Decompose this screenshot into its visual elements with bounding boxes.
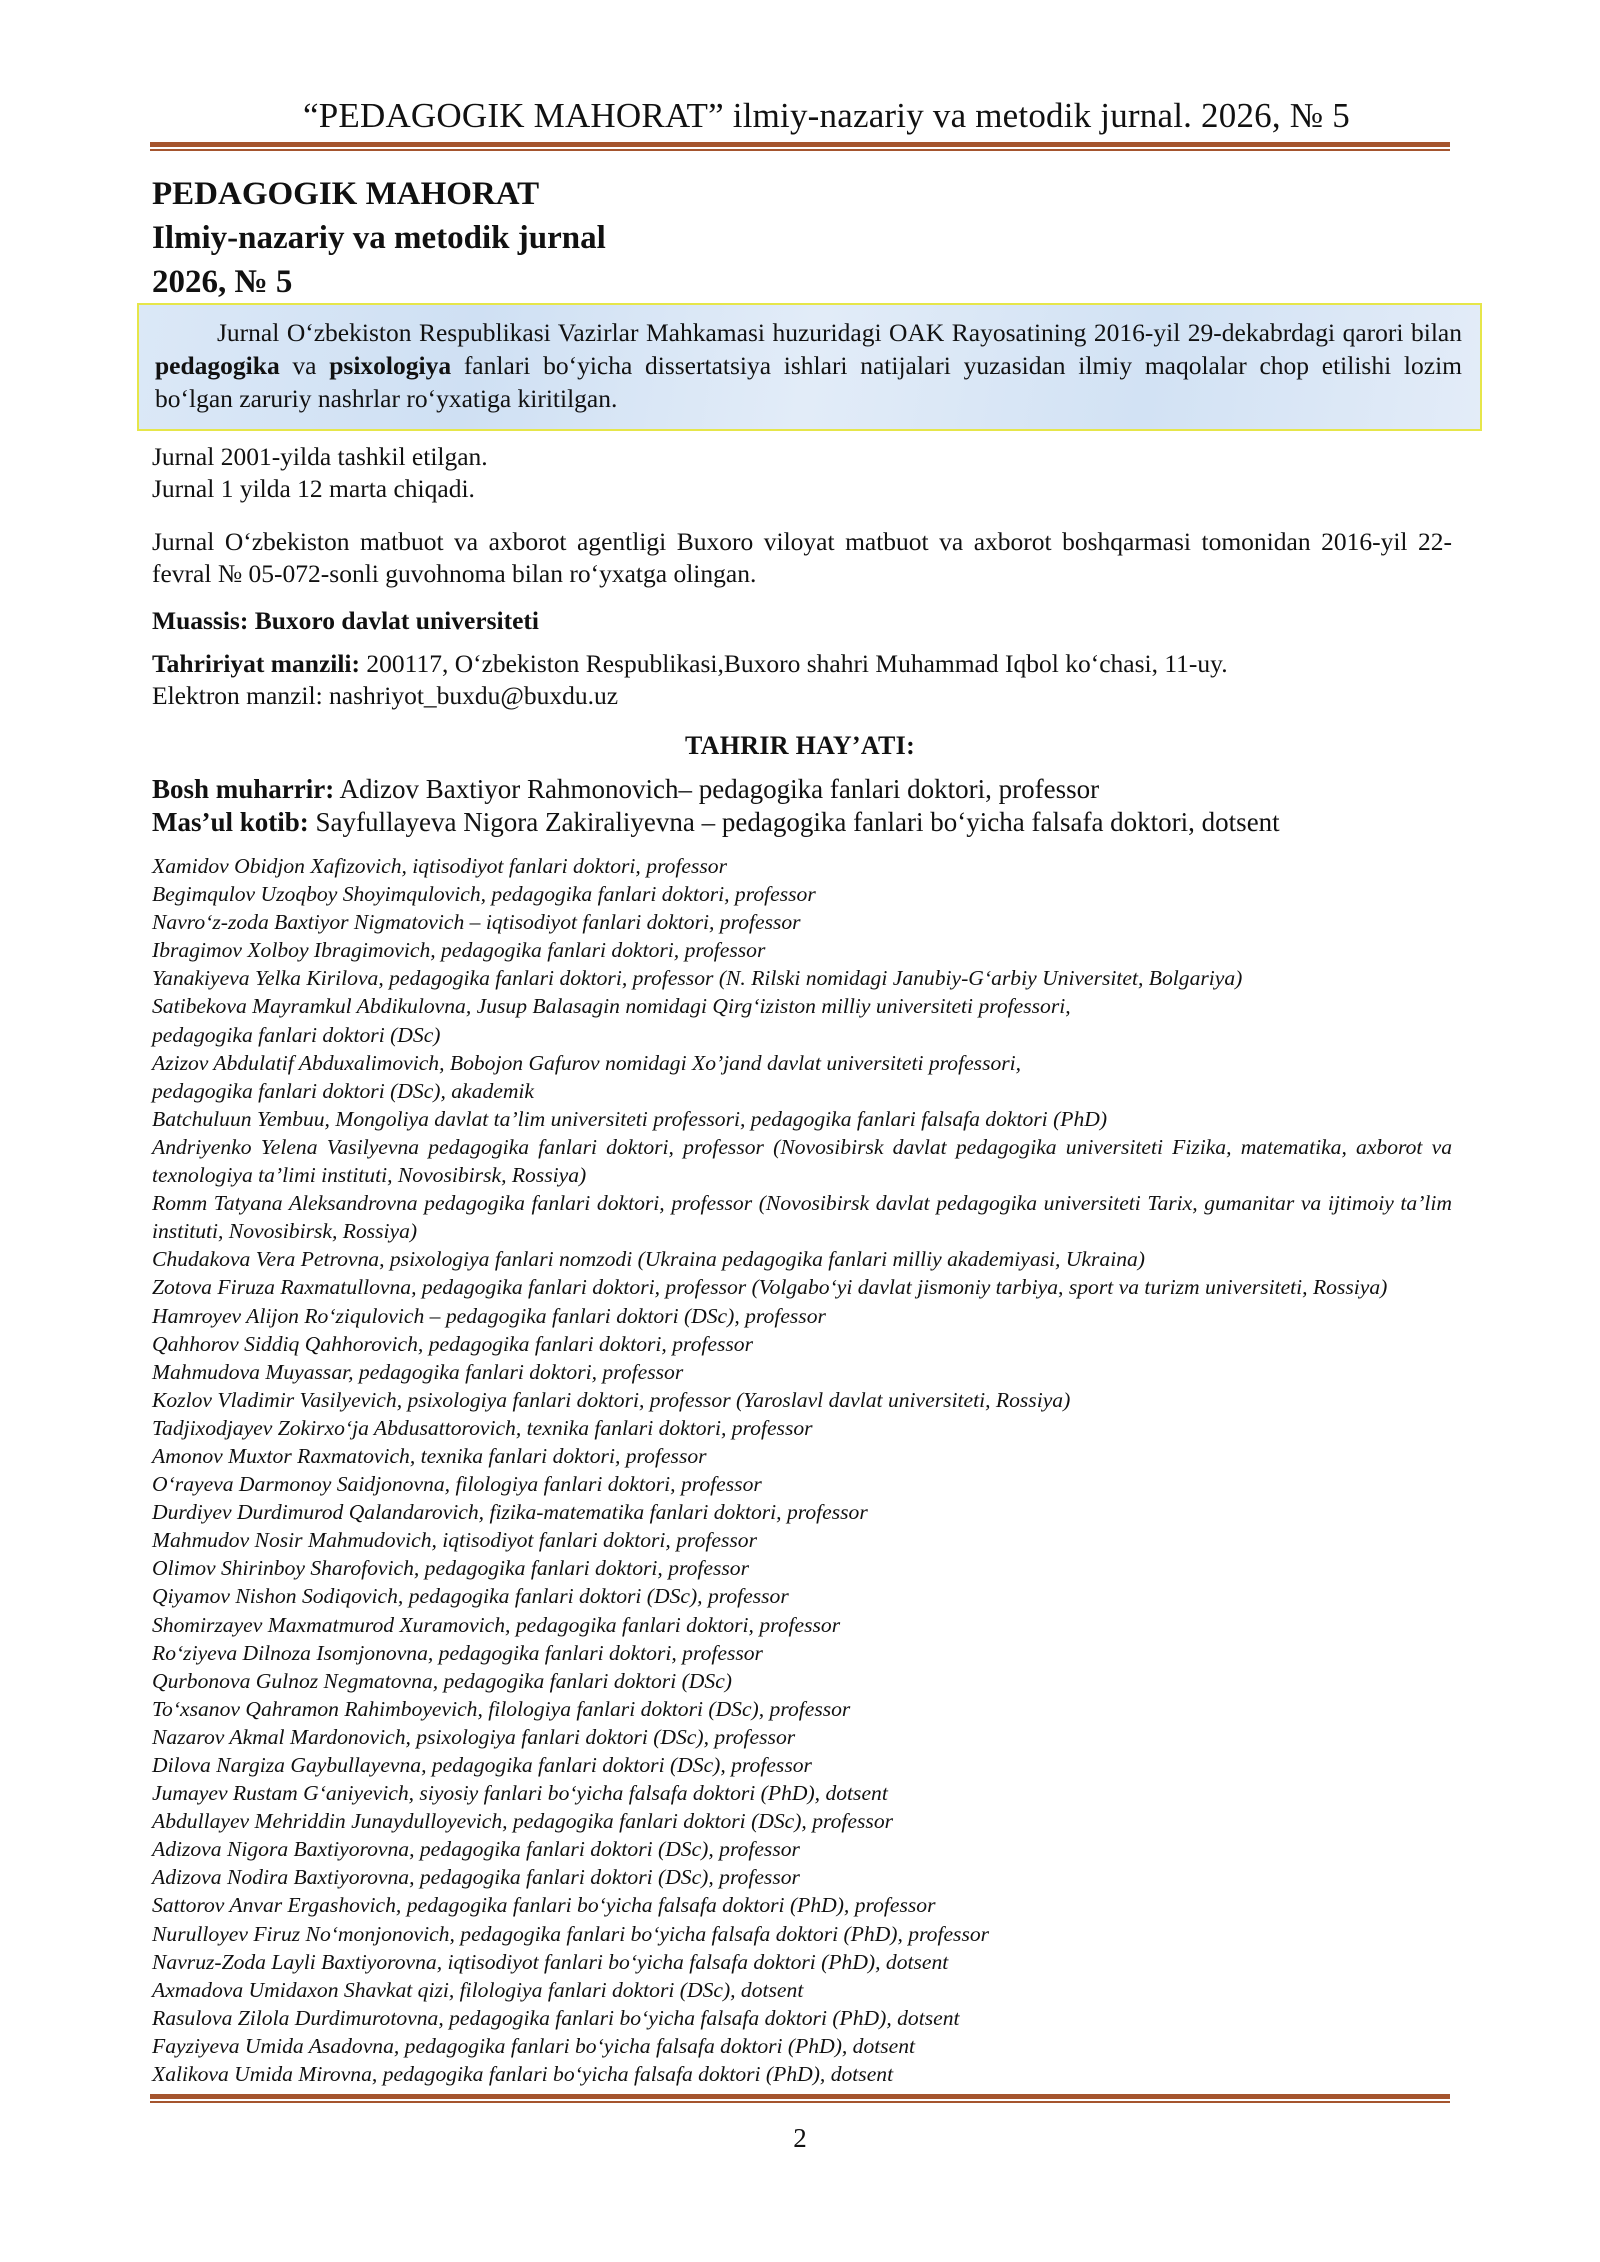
accreditation-notice (137, 303, 1482, 431)
list-item: Olimov Shirinboy Sharofovich, pedagogika fanlari doktori, professor (152, 1556, 749, 1581)
list-item: Jumayev Rustam G‘aniyevich, siyosiy fanlari bo‘yicha falsafa doktori (PhD), dotsent (152, 1781, 888, 1806)
list-item: Qahhorov Siddiq Qahhorovich, pedagogika fanlari doktori, professor (152, 1331, 753, 1356)
header-rule (150, 142, 1450, 151)
journal-issue: 2026, № 5 (152, 264, 293, 300)
registration-text: Jurnal O‘zbekiston matbuot va axborot agentligi Buxoro viloyat matbuot va axborot boshqarmasi tomonidan 2016-yil 22-fevral № 05-072-sonli guvohnoma bilan ro‘yxatga olingan. (152, 527, 1452, 588)
journal-subtitle: Ilmiy-nazariy va metodik jurnal (152, 220, 606, 256)
list-item: Azizov Abdulatif Abduxalimovich, Bobojon Gafurov nomidagi Xo’jand davlat universiteti professori, (152, 1050, 1022, 1075)
address-value: 200117, O‘zbekiston Respublikasi,Buxoro shahri Muhammad Iqbol ko‘chasi, 11-uy. (360, 649, 1228, 678)
frequency-text: Jurnal 1 yilda 12 marta chiqadi. (152, 474, 475, 503)
list-item: Begimqulov Uzoqboy Shoyimqulovich, pedagogika fanlari doktori, professor (152, 882, 816, 907)
address-block (152, 648, 1452, 712)
list-item: Amonov Muxtor Raxmatovich, texnika fanlari doktori, professor (152, 1443, 707, 1468)
address-line (152, 648, 1452, 680)
registration-block (152, 526, 1452, 590)
list-item: Qurbonova Gulnoz Negmatovna, pedagogika fanlari doktori (DSc) (152, 1668, 732, 1693)
board-members-list (152, 852, 1452, 2088)
list-item: Satibekova Mayramkul Abdikulovna, Jusup Balasagin nomidagi Qirg‘iziston milliy universiteti professori, (152, 994, 1071, 1019)
list-item: To‘xsanov Qahramon Rahimboyevich, filologiya fanlari doktori (DSc), professor (152, 1696, 851, 1721)
list-item: O‘rayeva Darmonoy Saidjonovna, filologiya fanlari doktori, professor (152, 1472, 762, 1497)
list-item: Batchuluun Yembuu, Mongoliya davlat ta’lim universiteti professori, pedagogika fanlari falsafa doktori (PhD) (152, 1106, 1108, 1131)
list-item: Durdiyev Durdimurod Qalandarovich, fizika-matematika fanlari doktori, professor (152, 1500, 868, 1525)
founder-block (152, 605, 1452, 637)
list-item: Romm Tatyana Aleksandrovna pedagogika fanlari doktori, professor (Novosibirsk davlat pedagogika universiteti Tarix, gumanitar va ijtimoiy ta’lim instituti, Novosibirsk, Rossiya) (152, 1191, 1452, 1244)
chief-editor-line (152, 772, 1452, 806)
journal-info-founding (152, 441, 1452, 505)
list-item: Nurulloyev Firuz No‘monjonovich, pedagogika fanlari bo‘yicha falsafa doktori (PhD), professor (152, 1921, 990, 1946)
list-item: Hamroyev Alijon Ro‘ziqulovich – pedagogika fanlari doktori (DSc), professor (152, 1303, 826, 1328)
list-item: Chudakova Vera Petrovna, psixologiya fanlari nomzodi (Ukraina pedagogika fanlari milliy akademiyasi, Ukraina) (152, 1247, 1145, 1272)
list-item: Andriyenko Yelena Vasilyevna pedagogika fanlari doktori, professor (Novosibirsk davlat pedagogika universiteti Fizika, matematika, axborot va texnologiya ta’limi instituti, Novosibirsk, Rossiya) (152, 1134, 1452, 1188)
list-item: Yanakiyeva Yelka Kirilova, pedagogika fanlari doktori, professor (N. Rilski nomidagi Janubiy-G‘arbiy Universitet, Bolgariya) (152, 966, 1243, 991)
list-item: Nazarov Akmal Mardonovich, psixologiya fanlari doktori (DSc), professor (152, 1724, 796, 1749)
list-item: Mahmudova Muyassar, pedagogika fanlari doktori, professor (152, 1359, 684, 1384)
list-item: Xamidov Obidjon Xafizovich, iqtisodiyot fanlari doktori, professor (152, 854, 728, 878)
email-line: Elektron manzil: nashriyot_buxdu@buxdu.uz (152, 681, 619, 710)
list-item: Navro‘z-zoda Baxtiyor Nigmatovich – iqtisodiyot fanlari doktori, professor (152, 910, 801, 935)
list-item: Axmadova Umidaxon Shavkat qizi, filologiya fanlari doktori (DSc), dotsent (152, 1977, 804, 2002)
running-header: “PEDAGOGIK MAHORAT” ilmiy-nazariy va metodik jurnal. 2026, № 5 (302, 96, 1350, 135)
list-item: Abdullayev Mehriddin Junaydulloyevich, pedagogika fanlari doktori (DSc), professor (152, 1809, 894, 1834)
list-item: Rasulova Zilola Durdimurotovna, pedagogika fanlari bo‘yicha falsafa doktori (PhD), dotsent (152, 2005, 960, 2030)
executive-secretary-label: Mas’ul kotib: (152, 807, 309, 837)
list-item: pedagogika fanlari doktori (DSc), akademik (152, 1078, 535, 1103)
list-item: Zotova Firuza Raxmatullovna, pedagogika fanlari doktori, professor (Volgabo‘yi davlat jismoniy tarbiya, sport va turizm universiteti, Rossiya) (152, 1275, 1388, 1300)
list-item: Fayziyeva Umida Asadovna, pedagogika fanlari bo‘yicha falsafa doktori (PhD), dotsent (152, 2033, 916, 2058)
notice-text: Jurnal O‘zbekiston Respublikasi Vazirlar Mahkamasi huzuridagi OAK Rayosatining 2016-yil 29-dekabrdagi qarori bilan pedagogika va psixologiya fanlari bo‘yicha dissertatsiya ishlari natijalari yuzasidan ilmiy maqolalar chop etilishi lozim bo‘lgan zaruriy nashrlar ro‘yxatiga kiritilgan. (155, 318, 1462, 413)
list-item: Navruz-Zoda Layli Baxtiyorovna, iqtisodiyot fanlari bo‘yicha falsafa doktori (PhD), dotsent (152, 1949, 949, 1974)
list-item: pedagogika fanlari doktori (DSc) (152, 1022, 441, 1047)
chief-editor-label: Bosh muharrir: (152, 774, 335, 804)
list-item: Xalikova Umida Mirovna, pedagogika fanlari bo‘yicha falsafa doktori (PhD), dotsent (152, 2062, 894, 2087)
list-item: Tadjixodjayev Zokirxo‘ja Abdusattorovich, texnika fanlari doktori, professor (152, 1415, 813, 1440)
list-item: Kozlov Vladimir Vasilyevich, psixologiya fanlari doktori, professor (Yaroslavl davlat universiteti, Rossiya) (152, 1387, 1071, 1412)
journal-name: PEDAGOGIK MAHORAT (152, 176, 540, 212)
chief-editor-value: Adizov Baxtiyor Rahmonovich– pedagogika fanlari doktori, professor (334, 774, 1100, 804)
footer-rule (150, 2094, 1450, 2103)
executive-secretary-value: Sayfullayeva Nigora Zakiraliyevna – pedagogika fanlari bo‘yicha falsafa doktori, dotsent (308, 807, 1280, 837)
editorial-board-title: TAHRIR HAY’ATI: (684, 731, 916, 760)
masthead (152, 172, 606, 304)
founder-text: Muassis: Buxoro davlat universiteti (152, 606, 540, 635)
list-item: Mahmudov Nosir Mahmudovich, iqtisodiyot fanlari doktori, professor (152, 1528, 758, 1553)
list-item: Sattorov Anvar Ergashovich, pedagogika fanlari bo‘yicha falsafa doktori (PhD), professor (152, 1893, 936, 1918)
list-item: Adizova Nigora Baxtiyorovna, pedagogika fanlari doktori (DSc), professor (152, 1837, 800, 1862)
list-item: Shomirzayev Maxmatmurod Xuramovich, pedagogika fanlari doktori, professor (152, 1612, 841, 1637)
list-item: Qiyamov Nishon Sodiqovich, pedagogika fanlari doktori (DSc), professor (152, 1584, 789, 1609)
founded-text: Jurnal 2001-yilda tashkil etilgan. (152, 442, 488, 471)
address-label: Tahririyat manzili: (152, 649, 361, 678)
list-item: Dilova Nargiza Gaybullayevna, pedagogika fanlari doktori (DSc), professor (152, 1753, 812, 1777)
list-item: Adizova Nodira Baxtiyorovna, pedagogika fanlari doktori (DSc), professor (152, 1865, 800, 1890)
list-item: Ro‘ziyeva Dilnoza Isomjonovna, pedagogika fanlari doktori, professor (152, 1640, 763, 1665)
executive-secretary-line (152, 805, 1452, 839)
page-number: 2 (793, 2123, 807, 2153)
list-item: Ibragimov Xolboy Ibragimovich, pedagogika fanlari doktori, professor (152, 938, 766, 963)
